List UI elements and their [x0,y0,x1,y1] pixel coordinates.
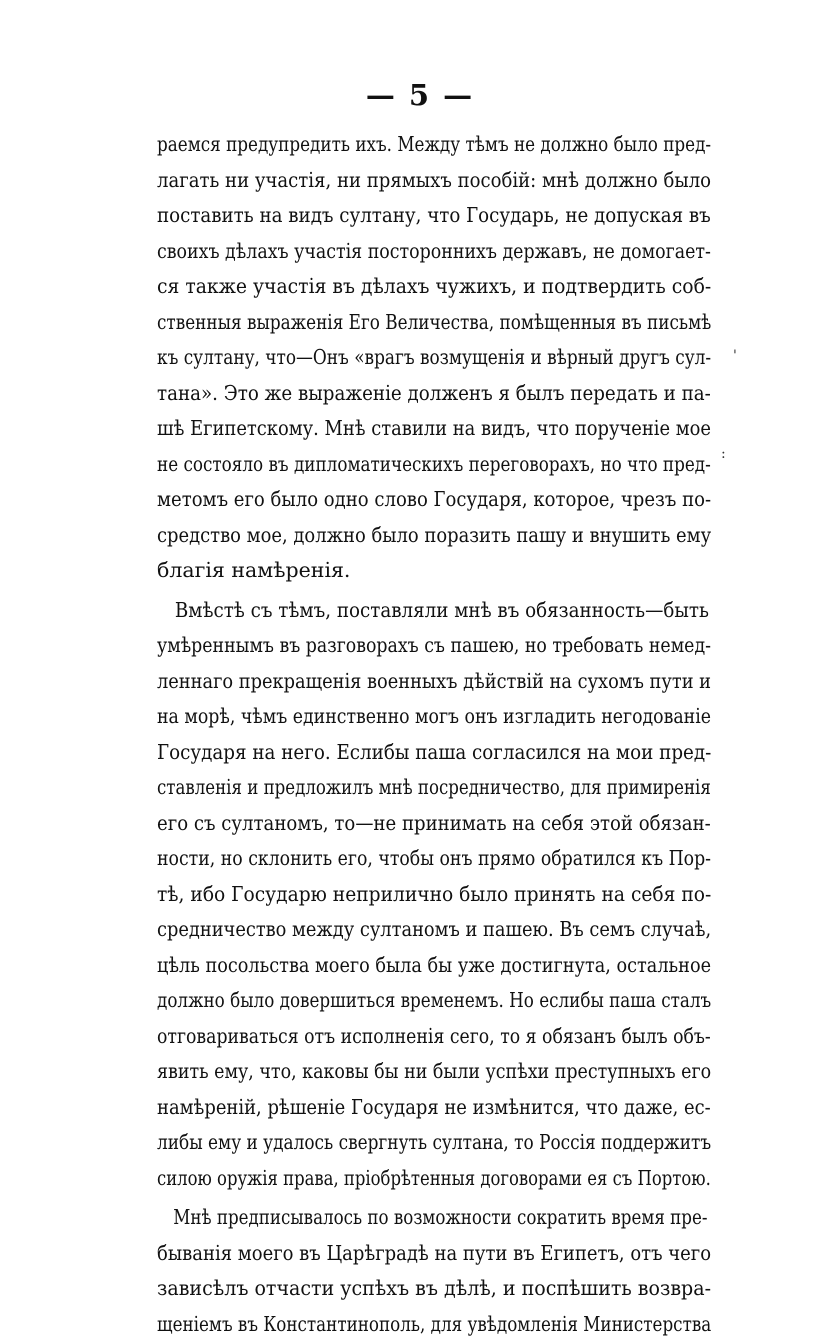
text-line: леннаго прекращенія военныхъ дѣйствій на сухомъ пути и [157,664,637,700]
paragraph-1 [157,127,711,589]
text-line: раемся предупредить ихъ. Между тѣмъ не должно было пред- [157,127,611,163]
text-line: ся также участія въ дѣлахъ чужихъ, и подтвердить соб- [157,269,664,305]
paragraph-2 [157,593,711,1197]
text-line: его съ султаномъ, то—не принимать на себя этой обязан- [157,806,646,842]
text-line: зависѣлъ отчасти успѣхъ въ дѣлѣ, и поспѣшить возвра- [157,1271,671,1307]
text-line: средство мое, должно было поразить пашу и внушить ему [157,518,641,554]
text-line: не состояло въ дипломатическихъ переговорахъ, но что пред- [157,447,611,483]
text-line: отговариваться отъ исполненія сего, то я обязанъ былъ объ- [157,1019,624,1055]
text-line: тана». Это же выраженіе долженъ я былъ передать и па- [157,376,650,412]
text-line: ственныя выраженія Его Величества, помѣщенныя въ письмѣ [157,305,612,341]
paragraph-3 [157,1200,711,1342]
margin-mark: : [721,446,726,462]
page-number: — 5 — [0,78,840,112]
text-line: метомъ его было одно слово Государя, которое, чрезъ по- [157,482,645,518]
text-line: Вмѣстѣ съ тѣмъ, поставляли мнѣ въ обязанность—быть [157,593,651,629]
text-line: лагать ни участія, ни прямыхъ пособій: мнѣ должно было [157,163,645,199]
text-line: цѣль посольства моего была бы уже достигнута, остальное [157,948,635,984]
text-line: умѣреннымъ въ разговорахъ съ пашею, но требовать немед- [157,628,626,664]
text-line: должно было довершиться временемъ. Но еслибы паша сталъ [157,983,610,1019]
text-line: тѣ, ибо Государю неприлично было принять на себя по- [157,877,661,913]
text-line: шѣ Египетскому. Мнѣ ставили на видъ, что порученіе мое [157,411,640,447]
text-line: щеніемъ въ Константинополь, для увѣдомленія Министерства [157,1307,610,1342]
text-line: благія намѣренія. [157,553,711,589]
text-line: силою оружія права, пріобрѣтенныя договорами ея съ Портою. [157,1161,601,1197]
text-line: поставить на видъ султану, что Государь, не допуская въ [157,198,650,234]
margin-mark: ' [733,348,737,364]
text-line: Государя на него. Еслибы паша согласился на мои пред- [157,735,651,771]
text-line: на морѣ, чѣмъ единственно могъ онъ изгладить негодованіе [157,699,625,735]
text-line: Мнѣ предписывалось по возможности сократить время пре- [157,1200,608,1236]
text-line: явить ему, что, каковы бы ни были успѣхи преступныхъ его [157,1054,628,1090]
text-line: намѣреній, рѣшеніе Государя не измѣнится, что даже, ес- [157,1090,641,1126]
text-line: своихъ дѣлахъ участія постороннихъ державъ, не домогает- [157,234,627,270]
text-line: къ султану, что—Онъ «врагъ возмущенія и вѣрный другъ сул- [157,340,614,376]
text-line: быванія моего въ Царѣградѣ на пути въ Египетъ, отъ чего [157,1236,643,1272]
text-line: ности, но склонить его, чтобы онъ прямо обратился къ Пор- [157,841,625,877]
text-line: ставленія и предложилъ мнѣ посредничество, для примиренія [157,770,606,806]
body-text [157,127,711,1342]
text-line: либы ему и удалось свергнуть султана, то Россія поддержитъ [157,1125,614,1161]
text-line: средничество между султаномъ и пашею. Въ семъ случаѣ, [157,912,638,948]
